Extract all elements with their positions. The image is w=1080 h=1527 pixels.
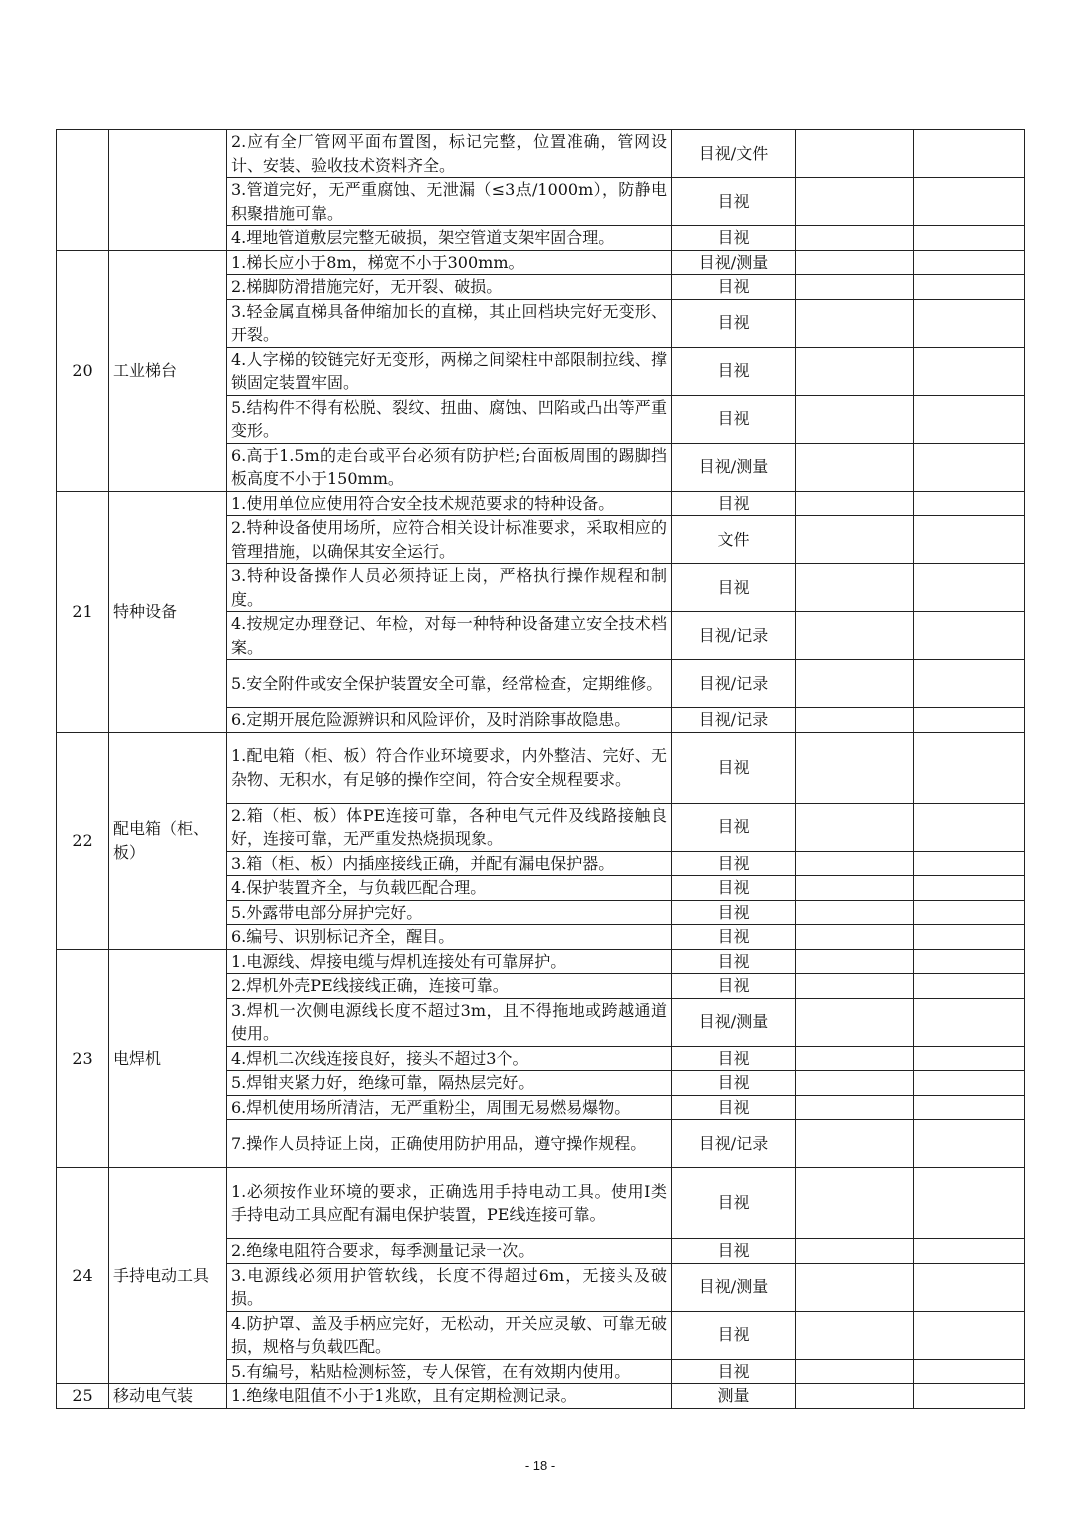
requirement-cell: 1.梯长应小于8m，梯宽不小于300mm。 [227,250,672,275]
requirement-cell: 5.结构件不得有松脱、裂纹、扭曲、腐蚀、凹陷或凸出等严重变形。 [227,395,672,443]
method-cell: 目视/记录 [672,1120,796,1168]
result-cell [796,949,914,974]
result-cell [796,491,914,516]
requirement-cell: 6.高于1.5m的走台或平台必须有防护栏;台面板周围的踢脚挡板高度不小于150mm。 [227,443,672,491]
remark-cell [914,851,1025,876]
method-cell: 目视 [672,1168,796,1239]
remark-cell [914,949,1025,974]
remark-cell [914,1046,1025,1071]
remark-cell [914,660,1025,708]
item-name-cell: 工业梯台 [109,250,227,491]
requirement-cell: 1.使用单位应使用符合安全技术规范要求的特种设备。 [227,491,672,516]
requirement-cell: 6.焊机使用场所清洁，无严重粉尘，周围无易燃易爆物。 [227,1095,672,1120]
remark-cell [914,1095,1025,1120]
method-cell: 目视/记录 [672,660,796,708]
requirement-cell: 1.配电箱（柜、板）符合作业环境要求，内外整洁、完好、无杂物、无积水，有足够的操作空间，符合安全规程要求。 [227,732,672,803]
page-number: - 18 - [524,1458,556,1473]
requirement-cell: 4.人字梯的铰链完好无变形，两梯之间梁柱中部限制拉线、撑锁固定装置牢固。 [227,347,672,395]
result-cell [796,395,914,443]
method-cell: 目视 [672,900,796,925]
item-number-cell: 23 [57,949,109,1168]
remark-cell [914,178,1025,226]
method-cell: 目视 [672,949,796,974]
remark-cell [914,564,1025,612]
method-cell: 目视 [672,1359,796,1384]
remark-cell [914,347,1025,395]
remark-cell [914,803,1025,851]
remark-cell [914,708,1025,733]
method-cell: 目视/测量 [672,443,796,491]
method-cell: 目视 [672,347,796,395]
requirement-cell: 5.有编号，粘贴检测标签，专人保管，在有效期内使用。 [227,1359,672,1384]
method-cell: 目视/测量 [672,1263,796,1311]
requirement-cell: 6.定期开展危险源辨识和风险评价，及时消除事故隐患。 [227,708,672,733]
remark-cell [914,876,1025,901]
requirement-cell: 2.梯脚防滑措施完好，无开裂、破损。 [227,275,672,300]
result-cell [796,851,914,876]
item-name-cell [109,130,227,251]
method-cell: 目视 [672,732,796,803]
remark-cell [914,974,1025,999]
remark-cell [914,443,1025,491]
requirement-cell: 3.管道完好，无严重腐蚀、无泄漏（≤3点/1000m），防静电积聚措施可靠。 [227,178,672,226]
remark-cell [914,395,1025,443]
remark-cell [914,516,1025,564]
result-cell [796,1095,914,1120]
requirement-cell: 3.轻金属直梯具备伸缩加长的直梯，其止回档块完好无变形、开裂。 [227,299,672,347]
table-row [57,732,1025,803]
requirement-cell: 5.焊钳夹紧力好，绝缘可靠，隔热层完好。 [227,1071,672,1096]
item-name-cell: 手持电动工具 [109,1168,227,1384]
method-cell: 目视 [672,1046,796,1071]
remark-cell [914,491,1025,516]
method-cell: 目视 [672,275,796,300]
method-cell: 目视 [672,974,796,999]
remark-cell [914,900,1025,925]
remark-cell [914,250,1025,275]
result-cell [796,708,914,733]
result-cell [796,564,914,612]
item-name-cell: 特种设备 [109,491,227,732]
method-cell: 目视/测量 [672,250,796,275]
remark-cell [914,925,1025,950]
requirement-cell: 7.操作人员持证上岗，正确使用防护用品，遵守操作规程。 [227,1120,672,1168]
remark-cell [914,130,1025,178]
result-cell [796,347,914,395]
method-cell: 目视 [672,1311,796,1359]
result-cell [796,1263,914,1311]
requirement-cell: 5.安全附件或安全保护装置安全可靠，经常检查，定期维修。 [227,660,672,708]
result-cell [796,250,914,275]
requirement-cell: 2.绝缘电阻符合要求，每季测量记录一次。 [227,1239,672,1264]
result-cell [796,876,914,901]
inspection-table [56,129,1025,1409]
requirement-cell: 1.必须按作业环境的要求，正确选用手持电动工具。使用Ⅰ类手持电动工具应配有漏电保护装置，PE线连接可靠。 [227,1168,672,1239]
method-cell: 目视/记录 [672,708,796,733]
remark-cell [914,1168,1025,1239]
table-body [57,130,1025,1409]
remark-cell [914,1071,1025,1096]
method-cell: 目视 [672,178,796,226]
table-row [57,949,1025,974]
remark-cell [914,275,1025,300]
checklist-sheet [56,129,1024,1409]
result-cell [796,1359,914,1384]
table-row [57,491,1025,516]
result-cell [796,803,914,851]
requirement-cell: 2.应有全厂管网平面布置图，标记完整，位置准确，管网设计、安装、验收技术资料齐全。 [227,130,672,178]
result-cell [796,1071,914,1096]
method-cell: 测量 [672,1384,796,1409]
requirement-cell: 3.焊机一次侧电源线长度不超过3m，且不得拖地或跨越通道使用。 [227,998,672,1046]
remark-cell [914,998,1025,1046]
requirement-cell: 4.按规定办理登记、年检，对每一种特种设备建立安全技术档案。 [227,612,672,660]
method-cell: 目视 [672,299,796,347]
remark-cell [914,732,1025,803]
item-name-cell: 配电箱（柜、板） [109,732,227,949]
method-cell: 目视 [672,1071,796,1096]
result-cell [796,226,914,251]
remark-cell [914,612,1025,660]
requirement-cell: 1.电源线、焊接电缆与焊机连接处有可靠屏护。 [227,949,672,974]
method-cell: 目视 [672,925,796,950]
item-number-cell [57,130,109,251]
table-row [57,130,1025,178]
item-number-cell: 25 [57,1384,109,1409]
method-cell: 文件 [672,516,796,564]
remark-cell [914,1239,1025,1264]
table-row [57,1168,1025,1239]
remark-cell [914,1120,1025,1168]
table-row [57,1384,1025,1409]
method-cell: 目视/记录 [672,612,796,660]
result-cell [796,443,914,491]
requirement-cell: 2.焊机外壳PE线接线正确，连接可靠。 [227,974,672,999]
requirement-cell: 3.箱（柜、板）内插座接线正确，并配有漏电保护器。 [227,851,672,876]
requirement-cell: 1.绝缘电阻值不小于1兆欧，且有定期检测记录。 [227,1384,672,1409]
method-cell: 目视 [672,876,796,901]
requirement-cell: 4.焊机二次线连接良好，接头不超过3个。 [227,1046,672,1071]
method-cell: 目视 [672,851,796,876]
result-cell [796,1046,914,1071]
remark-cell [914,1311,1025,1359]
method-cell: 目视 [672,491,796,516]
remark-cell [914,299,1025,347]
item-name-cell: 移动电气装 [109,1384,227,1409]
method-cell: 目视 [672,1239,796,1264]
method-cell: 目视 [672,226,796,251]
result-cell [796,925,914,950]
requirement-cell: 4.防护罩、盖及手柄应完好，无松动，开关应灵敏、可靠无破损，规格与负载匹配。 [227,1311,672,1359]
result-cell [796,660,914,708]
requirement-cell: 2.特种设备使用场所，应符合相关设计标准要求，采取相应的管理措施，以确保其安全运行。 [227,516,672,564]
requirement-cell: 3.特种设备操作人员必须持证上岗，严格执行操作规程和制度。 [227,564,672,612]
result-cell [796,275,914,300]
item-number-cell: 22 [57,732,109,949]
result-cell [796,1311,914,1359]
remark-cell [914,226,1025,251]
method-cell: 目视 [672,1095,796,1120]
result-cell [796,900,914,925]
result-cell [796,1168,914,1239]
result-cell [796,998,914,1046]
method-cell: 目视 [672,803,796,851]
result-cell [796,516,914,564]
result-cell [796,178,914,226]
item-number-cell: 20 [57,250,109,491]
requirement-cell: 6.编号、识别标记齐全，醒目。 [227,925,672,950]
requirement-cell: 2.箱（柜、板）体PE连接可靠，各种电气元件及线路接触良好，连接可靠，无严重发热烧损现象。 [227,803,672,851]
method-cell: 目视/测量 [672,998,796,1046]
result-cell [796,299,914,347]
result-cell [796,1239,914,1264]
remark-cell [914,1384,1025,1409]
result-cell [796,974,914,999]
method-cell: 目视 [672,395,796,443]
result-cell [796,130,914,178]
remark-cell [914,1359,1025,1384]
method-cell: 目视/文件 [672,130,796,178]
result-cell [796,612,914,660]
table-row [57,250,1025,275]
item-number-cell: 21 [57,491,109,732]
requirement-cell: 5.外露带电部分屏护完好。 [227,900,672,925]
item-number-cell: 24 [57,1168,109,1384]
result-cell [796,732,914,803]
method-cell: 目视 [672,564,796,612]
item-name-cell: 电焊机 [109,949,227,1168]
result-cell [796,1384,914,1409]
requirement-cell: 4.保护装置齐全，与负载匹配合理。 [227,876,672,901]
requirement-cell: 4.埋地管道敷层完整无破损，架空管道支架牢固合理。 [227,226,672,251]
requirement-cell: 3.电源线必须用护管软线，长度不得超过6m，无接头及破损。 [227,1263,672,1311]
remark-cell [914,1263,1025,1311]
result-cell [796,1120,914,1168]
